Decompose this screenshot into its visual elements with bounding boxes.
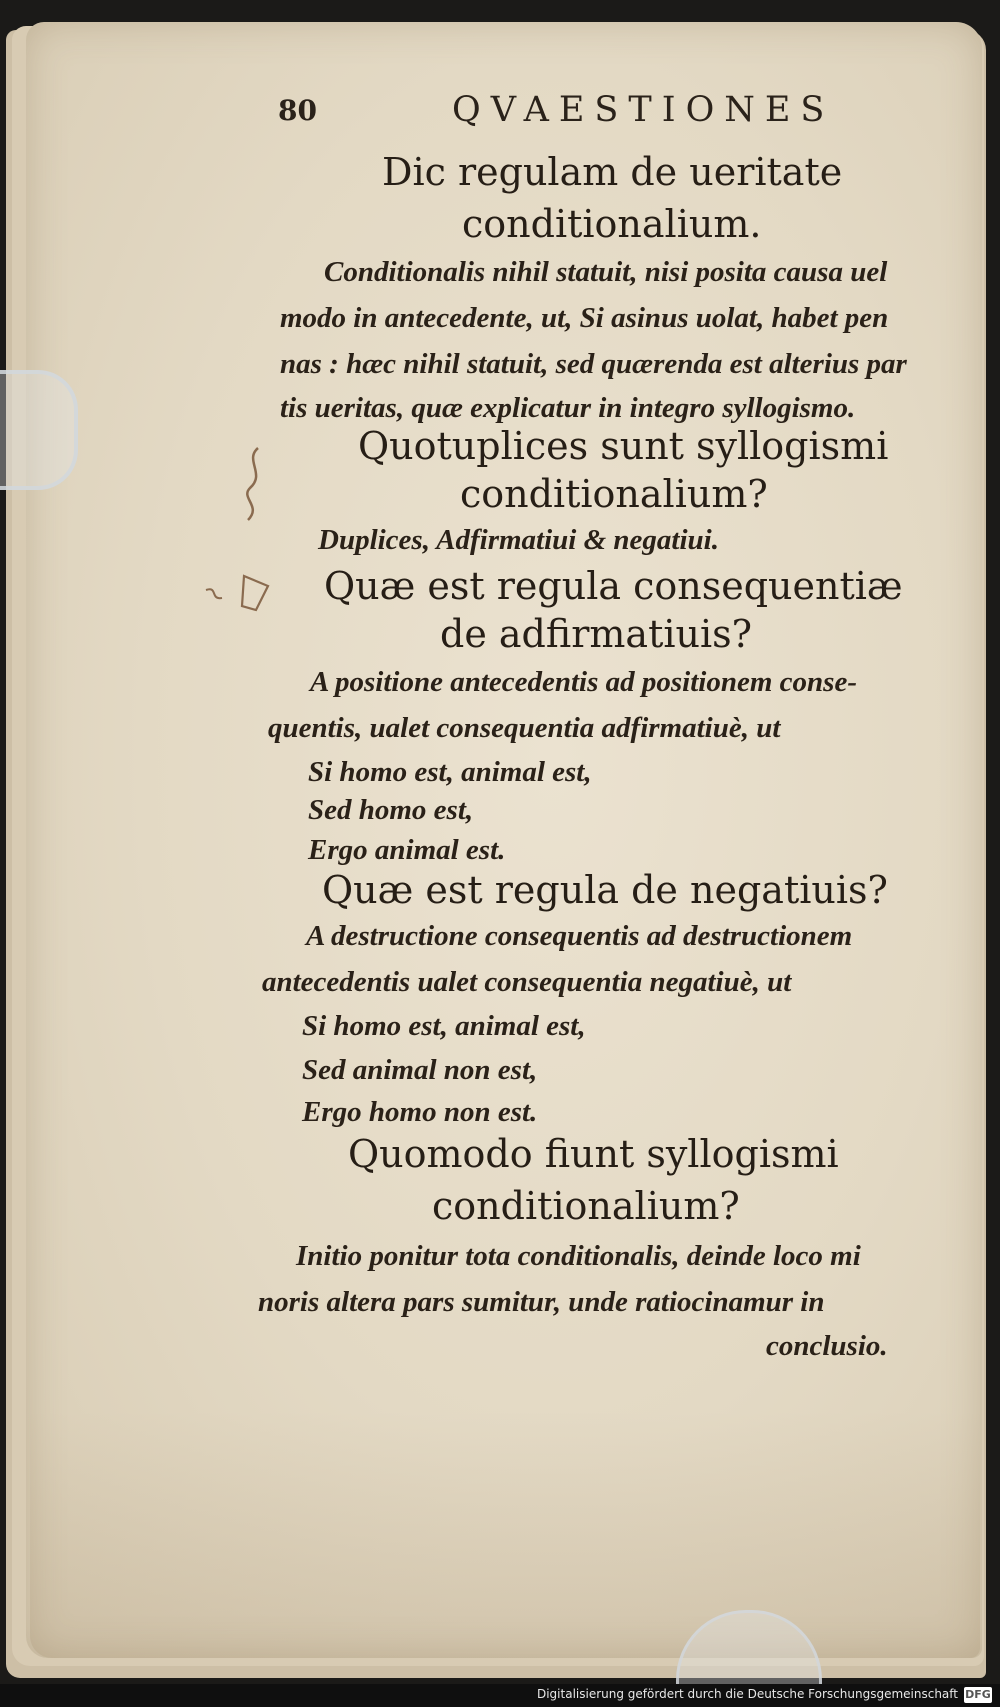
answer-line: tis ueritas, quæ explicatur in integro syllogismo. — [280, 392, 856, 424]
digitization-credit-bar — [0, 1684, 1000, 1707]
answer-line: A destructione consequentis ad destructionem — [306, 920, 853, 952]
question-line: conditionalium? — [460, 472, 768, 516]
dfg-logo: DFG — [965, 1688, 991, 1701]
answer-line: quentis, ualet consequentia adfirmatiuè, ut — [268, 712, 781, 744]
page-shadow — [30, 1410, 980, 1658]
answer-line: Sed animal non est, — [302, 1054, 538, 1086]
question-line: Dic regulam de ueritate — [382, 150, 843, 194]
margin-annotation-marks — [196, 440, 296, 640]
answer-line: conclusio. — [766, 1330, 888, 1362]
answer-line: Sed homo est, — [308, 794, 474, 826]
credit-text: Digitalisierung gefördert durch die Deutsche Forschungsgemeinschaft — [536, 1687, 958, 1701]
question-line: conditionalium? — [432, 1184, 740, 1228]
answer-line: A positione antecedentis ad positionem conse- — [310, 666, 857, 698]
page-number: 80 — [278, 94, 317, 127]
question-line: Quæ est regula de negatiuis? — [322, 868, 888, 912]
answer-line: Ergo homo non est. — [302, 1096, 538, 1128]
page-clip — [0, 370, 78, 490]
question-line: Quæ est regula consequentiæ — [324, 564, 903, 608]
answer-line: antecedentis ualet consequentia negatiuè, ut — [262, 966, 792, 998]
answer-line: noris altera pars sumitur, unde ratiocinamur in — [258, 1286, 825, 1318]
question-line: conditionalium. — [462, 202, 762, 246]
answer-line: Duplices, Adfirmatiui & negatiui. — [318, 524, 719, 556]
answer-line: Si homo est, animal est, — [308, 756, 592, 788]
answer-line: Conditionalis nihil statuit, nisi posita causa uel — [324, 256, 888, 288]
running-title: QVAESTIONES — [452, 90, 835, 130]
question-line: Quotuplices sunt syllogismi — [358, 424, 889, 468]
answer-line: Initio ponitur tota conditionalis, deinde loco mi — [296, 1240, 861, 1272]
question-line: Quomodo fiunt syllogismi — [348, 1132, 839, 1176]
answer-line: Si homo est, animal est, — [302, 1010, 586, 1042]
answer-line: Ergo animal est. — [308, 834, 506, 866]
question-line: de adfirmatiuis? — [440, 612, 752, 656]
answer-line: nas : hæc nihil statuit, sed quærenda est alterius par — [280, 348, 907, 380]
answer-line: modo in antecedente, ut, Si asinus uolat, habet pen — [280, 302, 889, 334]
